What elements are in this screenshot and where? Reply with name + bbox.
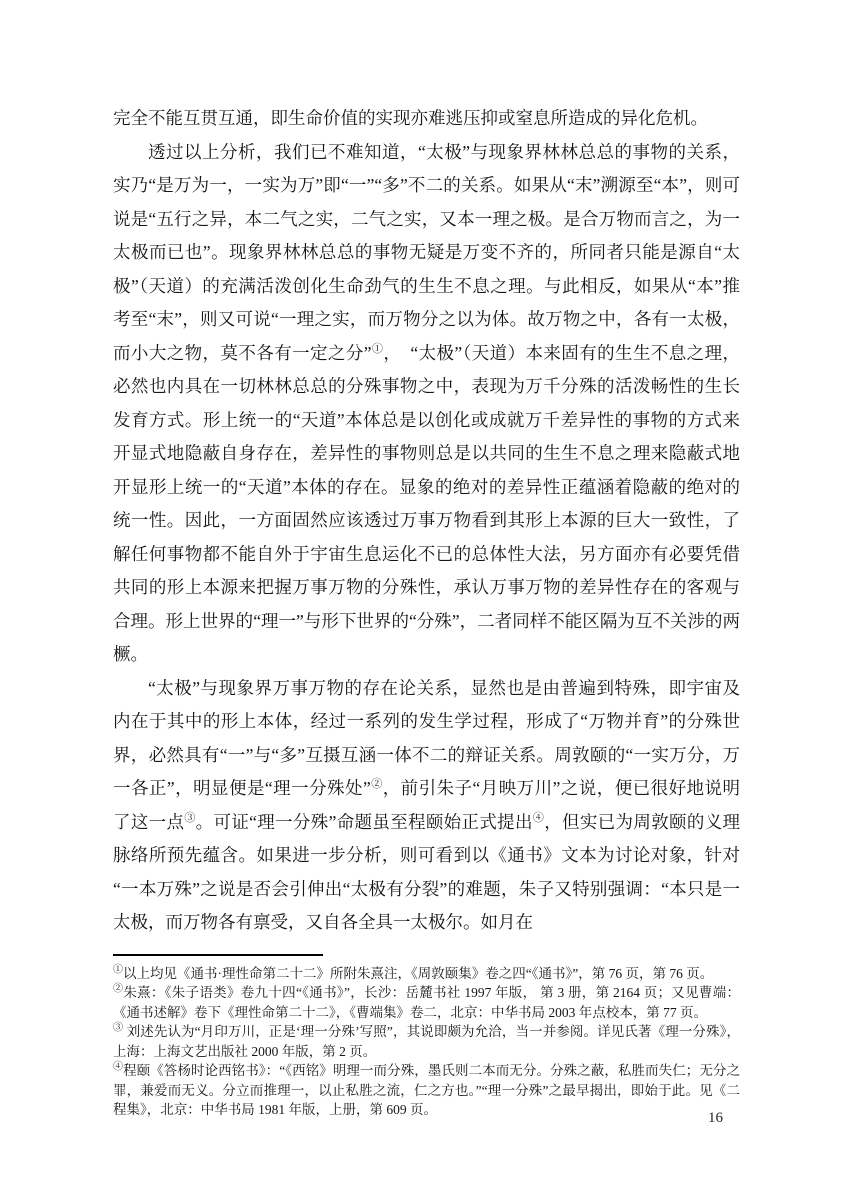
paragraph-text: ， “太极”（天道）本来固有的生生不息之理，必然也内具在一切林林总总的分殊事物之中，表现为万千分殊的活泼畅性的生长发育方式。形上统一的“天道”本体总是以创化或成就万千差异性的事物的方式来开显式地隐蔽自身存在，差异性的事物则总是以共同的生生不息之理来隐蔽式地开显形上统一的“天道”本体的存在。显象的绝对的差异性正蕴涵着隐蔽的绝对的统一性。因此，一方面固然应该透过万事万物看到其形上本源的巨大一致性，了解任何事物都不能自外于宇宙生息运化不已的总体性大法，另方面亦有必要凭借共同的形上本源来把握万事万物的分殊性，承认万事万物的差异性存在的客观与合理。形上世界的“理一”与形下世界的“分殊”，二者同样不能区隔为互不关涉的两橛。: [113, 342, 740, 664]
paragraph-text: 完全不能互贯互通，即生命价值的实现亦难逃压抑或窒息所造成的异化危机。: [113, 108, 708, 128]
footnote-separator: [113, 954, 323, 956]
page-number: 16: [708, 1110, 723, 1126]
footnote-ref-4: ④: [532, 811, 545, 824]
footnote-ref-2: ②: [370, 778, 383, 791]
paragraph-text: ，前引朱子“月映万川”之说，便已很好地说明了这一点: [113, 778, 740, 832]
footnote-ref-1: ①: [371, 342, 384, 355]
footnote-marker-2: ②: [113, 983, 124, 995]
paragraph-text: “太极”与现象界万事万物的存在论关系，显然也是由普遍到特殊，即宇宙及内在于其中的形上本体，经过一系列的发生学过程，形成了“万物并育”的分殊世界，必然具有“一”与“多”互摄互涵一体不二的辩证关系。周敦颐的“一实万分，万一各正”，明显便是“理一分殊处”: [113, 677, 740, 798]
body-paragraph-3: [113, 672, 740, 940]
body-paragraph-1: [113, 102, 740, 136]
footnote-2: [113, 983, 740, 1022]
paragraph-text: 透过以上分析，我们已不难知道，“太极”与现象界林林总总的事物的关系，实乃“是万为一，一实为万”即“一”“多”不二的关系。如果从“末”溯源至“本”，则可说是“五行之异，本二气之实，二气之实，又本一理之极。是合万物而言之，为一太极而已也”。现象界林林总总的事物无疑是万变不齐的，所同者只能是源自“太极”（天道）的充满活泼创化生命劲气的生生不息之理。与此相反，如果从“本”推考至“末”，则又可说“一理之实，而万物分之以为体。故万物之中，各有一太极，而小大之物，莫不各有一定之分”: [113, 141, 740, 363]
footnote-1: [113, 964, 740, 984]
body-paragraph-2: [113, 136, 740, 672]
paragraph-text: 。可证“理一分殊”命题虽至程颐始正式提出: [195, 811, 533, 832]
paragraph-text: ，但实已为周敦颐的义理脉络所预先蕴含。如果进一步分析，则可看到以《通书》文本为讨论对象，针对“一本万殊”之说是否会引伸出“太极有分裂”的难题，朱子又特别强调：“本只是一太极，而万物各有禀受，又自各全具一太极尔。如月在: [113, 811, 741, 932]
footnote-marker-3: ③: [113, 1022, 124, 1034]
body-text: [113, 102, 740, 940]
footnote-text: 刘述先认为“月印万川，正是‘理一分殊’写照”，其说即颇为允洽，当一并参阅。详见氏著《理一分殊》，上海：上海文艺出版社 2000 年版，第 2 页。: [113, 1024, 741, 1059]
footnote-marker-4: ④: [113, 1061, 124, 1073]
footnote-4: [113, 1061, 740, 1120]
footnote-marker-1: ①: [113, 964, 123, 975]
footnote-text: 程颐《答杨时论西铭书》：“《西铭》明理一而分殊，墨氏则二本而无分。分殊之蔽，私胜而失仁；无分之罪，兼爱而无义。分立而推理一，以止私胜之流，仁之方也。”“理一分殊”之最早揭出，即始于此。见《二程集》，北京：中华书局 1981 年版，上册，第 609 页。: [113, 1063, 740, 1117]
footnote-ref-3: ③: [184, 811, 196, 824]
footnote-text: 朱熹：《朱子语类》卷九十四“《通书》”，长沙：岳麓书社 1997 年版， 第 3 册，第 2164 页；又见曹端：《通书述解》卷下《理性命第二十二》，《曹端集》卷二，北京：中华书局 2003 年点校本，第 77 页。: [113, 985, 741, 1020]
footnote-text: 以上均见《通书·理性命第二十二》所附朱熹注，《周敦颐集》卷之四“《通书》”，第 76 页，第 76 页。: [123, 965, 714, 981]
footnotes-section: [113, 964, 740, 1120]
footnote-3: [113, 1022, 740, 1061]
